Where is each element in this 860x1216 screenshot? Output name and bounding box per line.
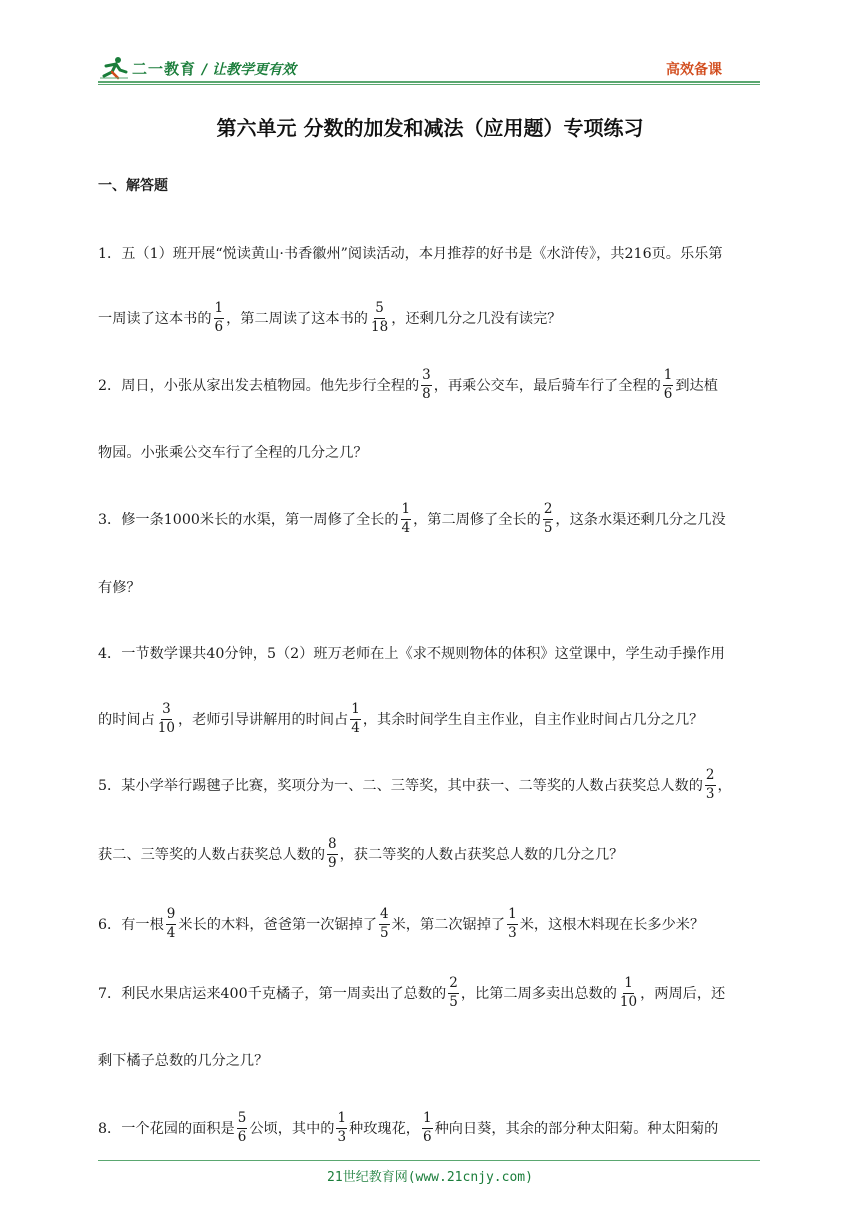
question-7-line-2 bbox=[98, 1040, 268, 1080]
fraction-denominator: 4 bbox=[166, 924, 176, 941]
fraction bbox=[663, 369, 674, 401]
fraction-numerator: 4 bbox=[379, 908, 390, 925]
q7-text: 7．利民水果店运来400千克橘子，第一周卖出了总数的 bbox=[98, 986, 447, 1002]
q5-text: ， bbox=[717, 778, 732, 794]
question-1-line-1 bbox=[98, 233, 723, 273]
fraction bbox=[336, 1112, 347, 1144]
fraction-numerator: 3 bbox=[421, 369, 432, 386]
fraction bbox=[350, 703, 361, 735]
fraction bbox=[705, 769, 716, 801]
runner-logo-icon bbox=[98, 56, 130, 80]
header-divider-thin bbox=[98, 84, 760, 85]
question-5-line-2 bbox=[98, 834, 623, 874]
fraction-numerator: 5 bbox=[237, 1112, 248, 1129]
q1-text: ，还剩几分之几没有读完？ bbox=[391, 311, 562, 327]
q4-text: 4．一节数学课共40分钟，5（2）班万老师在上《求不规则物体的体积》这堂课中，学生动手操作用 bbox=[98, 646, 725, 662]
fraction bbox=[543, 503, 554, 535]
footer-divider bbox=[98, 1160, 760, 1161]
question-3-line-1 bbox=[98, 499, 726, 539]
q8-text: 8．一个花园的面积是 bbox=[98, 1121, 235, 1137]
header-badge: 高效备课 bbox=[666, 62, 722, 78]
q1-text: ，第二周读了这本书的 bbox=[226, 311, 368, 327]
q2-text: 2．周日，小张从家出发去植物园。他先步行全程的 bbox=[98, 378, 420, 394]
fraction-numerator: 9 bbox=[166, 908, 177, 925]
fraction-denominator: 10 bbox=[619, 993, 638, 1010]
fraction bbox=[237, 1112, 248, 1144]
question-5-line-1 bbox=[98, 765, 732, 805]
page-header bbox=[98, 54, 760, 82]
q7-text: ，比第二周多卖出总数的 bbox=[460, 986, 617, 1002]
page-title: 第六单元 分数的加发和减法（应用题）专项练习 bbox=[216, 116, 644, 140]
q2-text: 到达植 bbox=[675, 378, 718, 394]
q3-text: 有修？ bbox=[98, 580, 141, 596]
fraction-denominator: 5 bbox=[449, 993, 458, 1010]
header-slogan: / 让教学更有效 bbox=[202, 62, 296, 78]
fraction-numerator: 1 bbox=[350, 703, 361, 720]
question-1-line-2 bbox=[98, 298, 561, 338]
fraction-numerator: 2 bbox=[705, 769, 716, 786]
fraction-denominator: 6 bbox=[237, 1128, 247, 1145]
logo bbox=[98, 56, 216, 80]
fraction-numerator: 1 bbox=[623, 977, 634, 994]
fraction bbox=[507, 908, 518, 940]
fraction bbox=[401, 503, 412, 535]
fraction-denominator: 5 bbox=[543, 519, 553, 536]
fraction bbox=[379, 908, 390, 940]
q8-text: 种向日葵，其余的部分种太阳菊。种太阳菊的 bbox=[434, 1121, 719, 1137]
q3-text: 3．修一条1000米长的水渠，第一周修了全长的 bbox=[98, 512, 399, 528]
fraction-numerator: 5 bbox=[374, 302, 385, 319]
section-heading: 一、解答题 bbox=[98, 178, 168, 194]
fraction-numerator: 1 bbox=[336, 1112, 347, 1129]
question-2-line-2 bbox=[98, 432, 368, 472]
fraction bbox=[214, 302, 225, 334]
q1-text: 一周读了这本书的 bbox=[98, 311, 212, 327]
q7-text: 剩下橘子总数的几分之几？ bbox=[98, 1053, 269, 1069]
fraction bbox=[448, 977, 459, 1009]
q6-text: 6．有一根 bbox=[98, 917, 164, 933]
q3-text: ，这条水渠还剩几分之几没 bbox=[555, 512, 726, 528]
fraction-denominator: 6 bbox=[214, 318, 224, 335]
fraction bbox=[370, 302, 389, 334]
fraction bbox=[166, 908, 177, 940]
fraction-denominator: 6 bbox=[423, 1128, 432, 1145]
q8-text: 种玫瑰花， bbox=[349, 1121, 420, 1137]
q7-text: ，两周后，还 bbox=[640, 986, 726, 1002]
logo-text: 二一教育 bbox=[132, 60, 197, 78]
q6-text: 米，这根木料现在长多少米？ bbox=[519, 917, 705, 933]
fraction-numerator: 2 bbox=[543, 503, 554, 520]
fraction-numerator: 8 bbox=[327, 838, 338, 855]
fraction-numerator: 3 bbox=[161, 703, 172, 720]
q4-text: ，老师引导讲解用的时间占 bbox=[177, 712, 349, 728]
q5-text: ，获二等奖的人数占获奖总人数的几分之几？ bbox=[339, 847, 624, 863]
q6-text: 米，第二次锯掉了 bbox=[391, 917, 506, 933]
question-6-line-1 bbox=[98, 904, 704, 944]
q2-text: 物园。小张乘公交车行了全程的几分之几？ bbox=[98, 445, 368, 461]
fraction-denominator: 6 bbox=[663, 385, 673, 402]
question-3-line-2 bbox=[98, 567, 141, 607]
fraction bbox=[157, 703, 176, 735]
fraction-denominator: 8 bbox=[422, 385, 431, 402]
question-4-line-1 bbox=[98, 633, 725, 673]
q2-text: ，再乘公交车，最后骑车行了全程的 bbox=[433, 378, 661, 394]
q3-text: ，第二周修了全长的 bbox=[413, 512, 541, 528]
question-2-line-1 bbox=[98, 365, 718, 405]
q8-text: 公顷，其中的 bbox=[249, 1121, 335, 1137]
fraction-numerator: 1 bbox=[663, 369, 674, 386]
fraction-denominator: 18 bbox=[371, 318, 389, 335]
fraction bbox=[327, 838, 338, 870]
q5-text: 获二、三等奖的人数占获奖总人数的 bbox=[98, 847, 326, 863]
fraction-numerator: 1 bbox=[401, 503, 412, 520]
q6-text: 米长的木料，爸爸第一次锯掉了 bbox=[178, 917, 378, 933]
fraction-denominator: 3 bbox=[508, 924, 517, 941]
fraction-denominator: 3 bbox=[337, 1128, 347, 1145]
q4-text: ，其余时间学生自主作业，自主作业时间占几分之几？ bbox=[362, 712, 704, 728]
fraction-numerator: 1 bbox=[422, 1112, 433, 1129]
question-4-line-2 bbox=[98, 699, 703, 739]
fraction bbox=[421, 369, 432, 401]
page-footer: 21世纪教育网(www.21cnjy.com) bbox=[327, 1170, 533, 1185]
fraction-denominator: 10 bbox=[157, 719, 175, 736]
fraction-denominator: 4 bbox=[351, 719, 360, 736]
fraction-numerator: 2 bbox=[448, 977, 459, 994]
fraction-denominator: 5 bbox=[380, 924, 389, 941]
question-8-line-1 bbox=[98, 1108, 718, 1148]
fraction bbox=[619, 977, 638, 1009]
fraction-denominator: 3 bbox=[705, 785, 715, 802]
question-7-line-1 bbox=[98, 973, 725, 1013]
fraction-numerator: 1 bbox=[214, 302, 225, 319]
q5-text: 5．某小学举行踢毽子比赛，奖项分为一、二、三等奖，其中获一、二等奖的人数占获奖总人数的 bbox=[98, 778, 703, 794]
fraction-denominator: 4 bbox=[401, 519, 411, 536]
fraction-denominator: 9 bbox=[328, 854, 337, 871]
header-divider bbox=[98, 81, 760, 83]
fraction bbox=[422, 1112, 433, 1144]
q4-text: 的时间占 bbox=[98, 712, 155, 728]
q1-text: 1．五（1）班开展“悦读黄山·书香徽州”阅读活动，本月推荐的好书是《水浒传》，共216页。乐乐第 bbox=[98, 246, 723, 262]
fraction-numerator: 1 bbox=[507, 908, 518, 925]
